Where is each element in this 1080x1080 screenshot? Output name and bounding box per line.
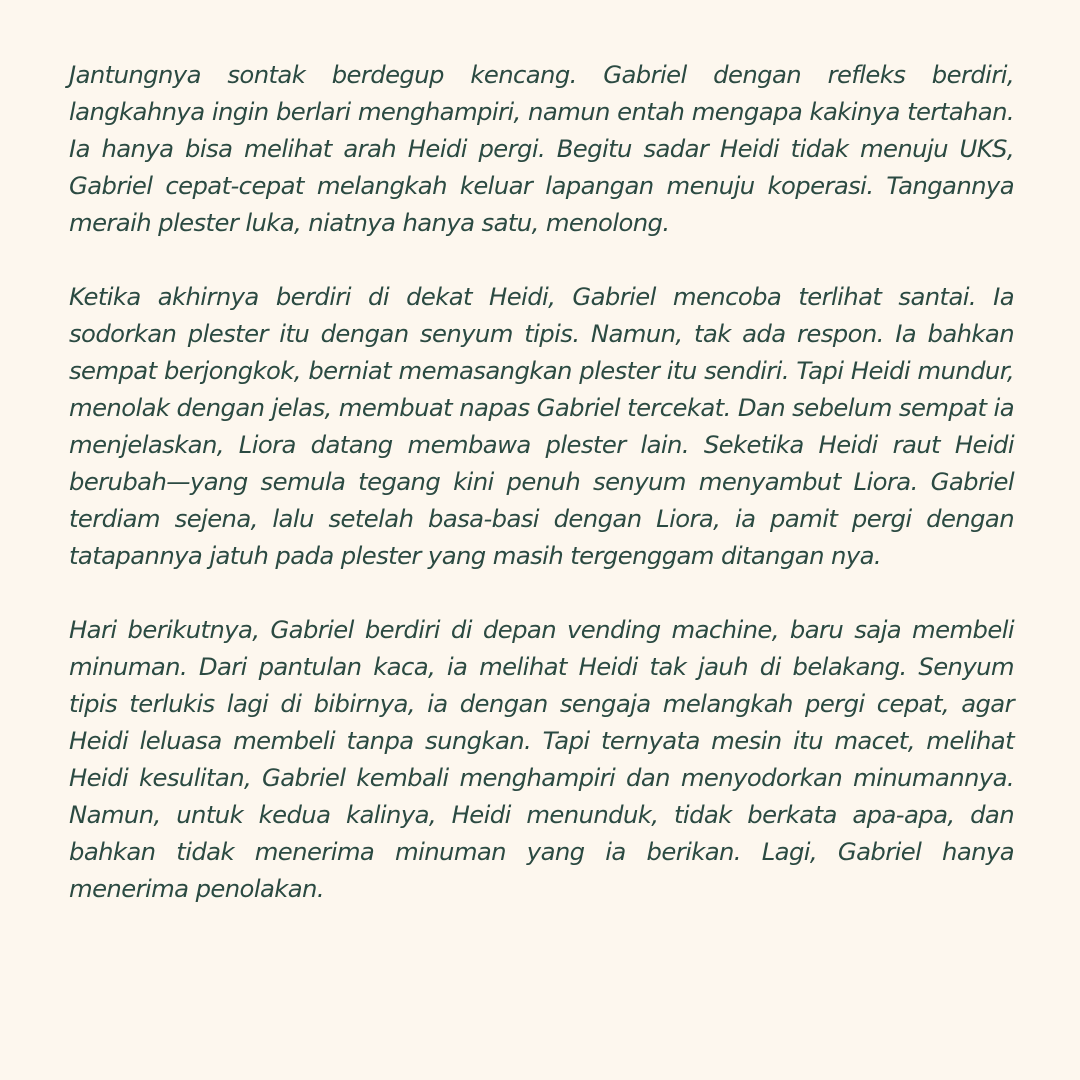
story-paragraph-2: Ketika akhirnya berdiri di dekat Heidi, Gabriel mencoba terlihat santai. Ia sodorkan plester itu dengan senyum tipis. Namun, tak ada respon. Ia bahkan sempat berjongkok, berniat memasangkan plester itu sendiri. Tapi Heidi mundur, menolak dengan jelas, membuat napas Gabriel tercekat. Dan sebelum sempat ia menjelaskan, Liora datang membawa plester lain. Seketika Heidi raut Heidi berubah—yang semula tegang kini penuh senyum menyambut Liora. Gabriel terdiam sejena, lalu setelah basa-basi dengan Liora, ia pamit pergi dengan tatapannya jatuh pada plester yang masih tergenggam ditangan nya. [69,282,1014,570]
story-text-block [69,56,1014,907]
story-paragraph-3: Hari berikutnya, Gabriel berdiri di depan vending machine, baru saja membeli minuman. Dari pantulan kaca, ia melihat Heidi tak jauh di belakang. Senyum tipis terlukis lagi di bibirnya, ia dengan sengaja melangkah pergi cepat, agar Heidi leluasa membeli tanpa sungkan. Tapi ternyata mesin itu macet, melihat Heidi kesulitan, Gabriel kembali menghampiri dan menyodorkan minumannya. Namun, untuk kedua kalinya, Heidi menunduk, tidak berkata apa-apa, dan bahkan tidak menerima minuman yang ia berikan. Lagi, Gabriel hanya menerima penolakan. [69,615,1014,903]
story-paragraph-1: Jantungnya sontak berdegup kencang. Gabriel dengan refleks berdiri, langkahnya ingin berlari menghampiri, namun entah mengapa kakinya tertahan. Ia hanya bisa melihat arah Heidi pergi. Begitu sadar Heidi tidak menuju UKS, Gabriel cepat-cepat melangkah keluar lapangan menuju koperasi. Tangannya meraih plester luka, niatnya hanya satu, menolong. [69,60,1014,237]
